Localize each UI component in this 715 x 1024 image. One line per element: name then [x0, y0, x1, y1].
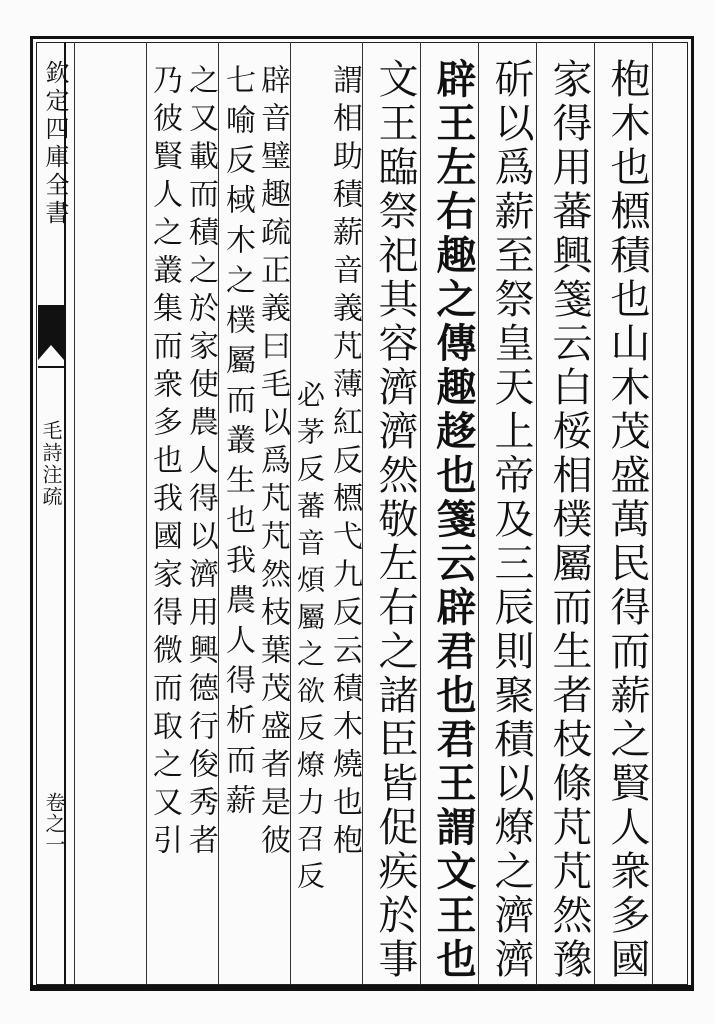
volume-number: 卷之一: [42, 792, 66, 855]
text-column-1: 枹木也槱積也山木茂盛萬民得而薪之賢人衆多國: [604, 58, 650, 982]
column-rule: [74, 42, 75, 985]
column-rule: [218, 42, 219, 985]
fish-tail-mark-icon: [38, 305, 64, 375]
annotation-column-8a: 之又載而積之於家使農人得以濟用興德行俊秀者: [183, 64, 218, 862]
column-rule: [290, 42, 291, 985]
annotation-column-7b: 七喻反棫木之樸屬而叢生也我農人得析而薪: [220, 64, 255, 824]
book-title: 毛詩注疏: [39, 420, 63, 508]
text-column-2: 家得用蕃興箋云白桵相樸屬而生者枝條芃芃然豫: [546, 58, 592, 982]
text-column-5: 文王臨祭祀其容濟濟然敬左右之諸臣皆促疾於事: [372, 58, 418, 982]
annotation-column-7a: 辟音璧趣疏正義曰毛以爲芃芃然枝葉茂盛者是彼: [255, 64, 290, 862]
text-column-3: 斫以爲薪至祭皇天上帝及三辰則聚積以燎之濟濟: [488, 58, 534, 982]
collection-title: 欽定四庫全書: [41, 60, 69, 228]
annotation-column-6b: 必茅反蕃音煩屬之欲反燎力召反: [293, 380, 326, 898]
text-column-4: 辟王左右趣之傳趣趍也箋云辟君也君王謂文王也: [430, 58, 477, 982]
bottom-border: [30, 985, 694, 989]
annotation-column-6a: 謂相助積薪音義芃薄紅反槱弋九反云積木燒也枹: [327, 64, 362, 862]
annotation-column-8b: 乃彼賢人之叢集而衆多也我國家得微而取之又引: [147, 64, 182, 862]
column-rule: [362, 42, 363, 985]
